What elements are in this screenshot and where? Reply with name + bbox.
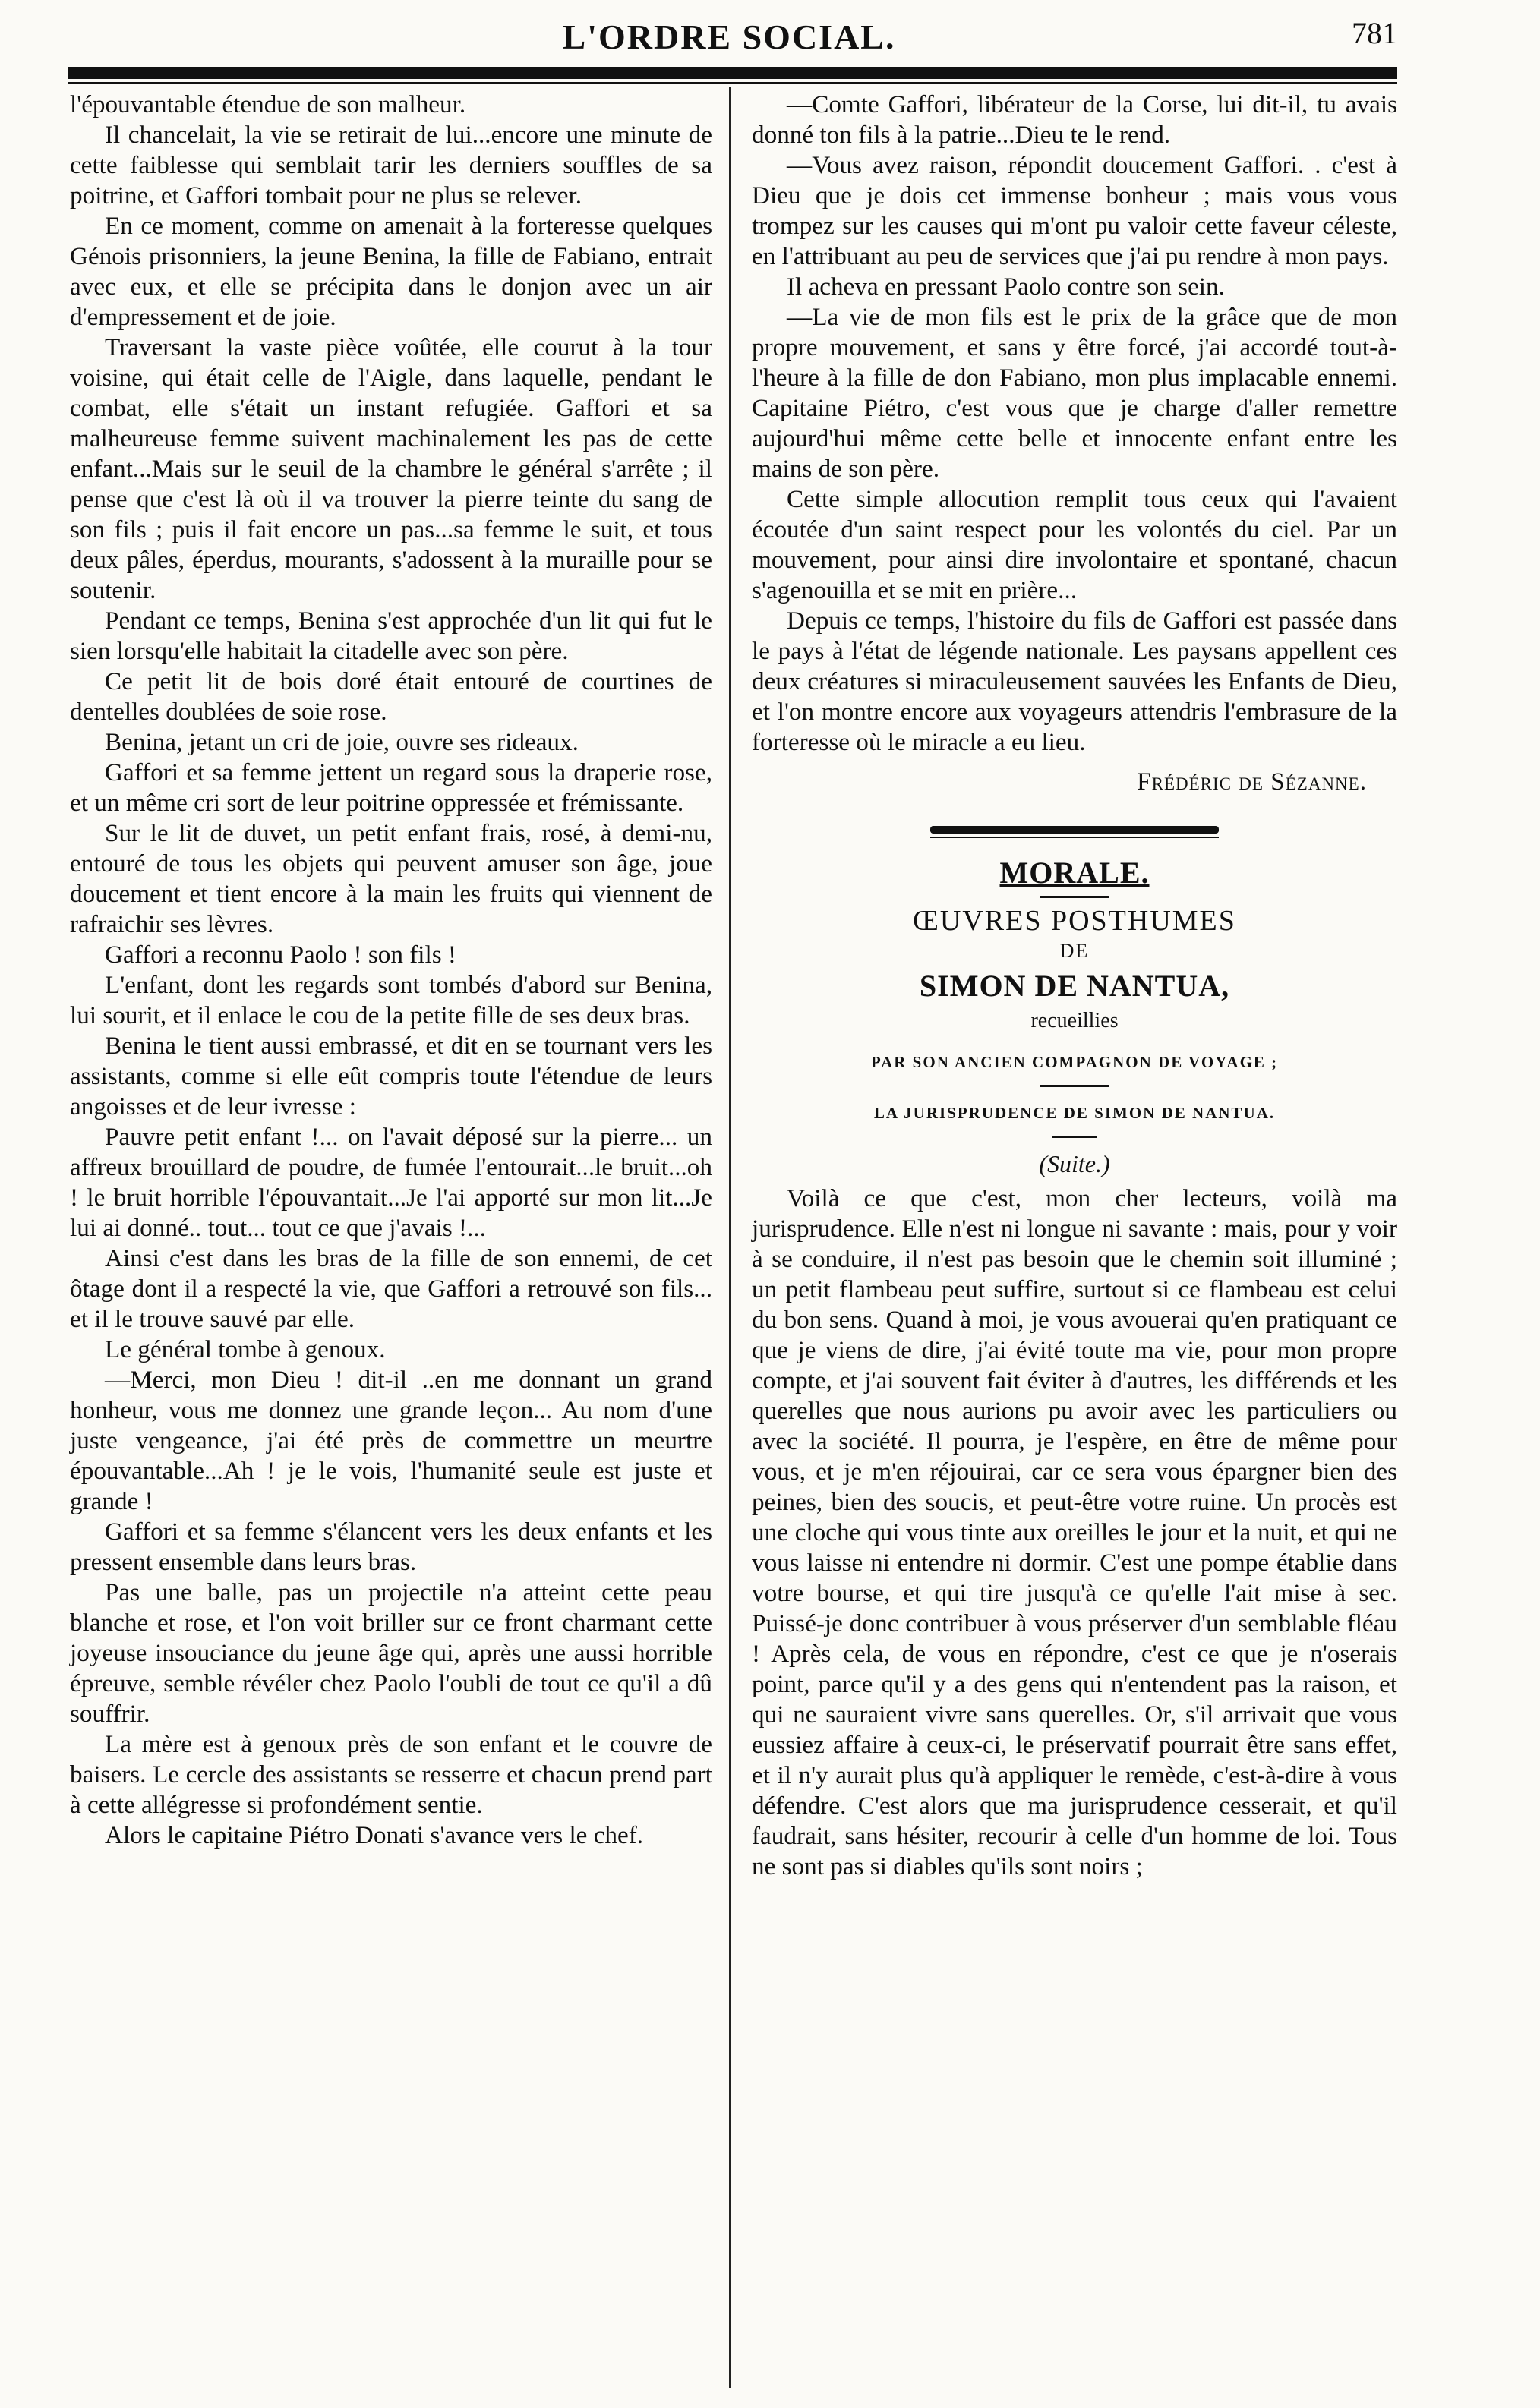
paragraph: Sur le lit de duvet, un petit enfant frais, rosé, à demi-nu, entouré de tous les objets qui peuvent amuser son âge, joue doucement et tient encore à la main les fruits qui viennent de rafraichir ses lèvres. (70, 819, 712, 938)
paragraph: Traversant la vaste pièce voûtée, elle courut à la tour voisine, qui était celle de l'Aigle, dans laquelle, pendant le combat, elle s'était un instant refugiée. Gaffori et sa malheureuse femme suivent machinalement les pas de cette enfant...Mais sur le seuil de la chambre le général s'arrête ; il pense que c'est là où il va trouver la pierre teinte du sang de son fils ; puis il fait encore un pas...sa femme le suit, et tous deux pâles, éperdus, mourants, s'adossent à la muraille pour se soutenir. (70, 333, 712, 604)
left-column (70, 90, 712, 1851)
paragraph: Il acheva en pressant Paolo contre son sein. (787, 273, 1225, 301)
header-rule-thick (68, 67, 1397, 79)
paragraph: Benina, jetant un cri de joie, ouvre ses rideaux. (105, 728, 579, 756)
section-divider (930, 826, 1219, 834)
paragraph: La mère est à genoux près de son enfant et le couvre de baisers. Le cercle des assistants se resserre et chacun prend part à cette allégresse si profondément sentie. (70, 1730, 712, 1819)
author-signature: Frédéric de Sézanne. (1137, 767, 1367, 796)
journal-title: L'ORDRE SOCIAL. (562, 17, 896, 56)
paragraph: Gaffori a reconnu Paolo ! son fils ! (105, 941, 456, 969)
paragraph: L'enfant, dont les regards sont tombés d'abord sur Benina, lui sourit, et il enlace le cou de la petite fille de ses deux bras. (70, 971, 712, 1029)
paragraph: Benina le tient aussi embrassé, et dit en se tournant vers les assistants, comme si elle eût compris toute l'étendue de leurs angoisses et de leur ivresse : (70, 1032, 712, 1120)
paragraph: Cette simple allocution remplit tous ceux qui l'avaient écoutée d'un saint respect pour les volontés du ciel. Par un mouvement, pour ainsi dire involontaire et spontané, chacun s'agenouilla et se mit en prière... (752, 485, 1397, 604)
paragraph: —Vous avez raison, répondit doucement Gaffori. . c'est à Dieu que je dois cet immense bonheur ; mais vous vous trompez sur les causes qui m'ont pu valoir cette faveur céleste, en l'attribuant au peu de services que j'ai pu rendre à mon pays. (752, 151, 1397, 270)
paragraph: Le général tombe à genoux. (105, 1335, 386, 1363)
page-header (61, 11, 1397, 64)
header-rule-thin (68, 82, 1397, 84)
paragraph: l'épouvantable étendue de son malheur. (70, 90, 466, 118)
column-divider (729, 87, 731, 2388)
paragraph: —Comte Gaffori, libérateur de la Corse, lui dit-il, tu avais donné ton fils à la patrie...Dieu te le rend. (752, 90, 1397, 149)
suite-label: (Suite.) (1039, 1150, 1110, 1177)
work-title-de: DE (1059, 940, 1090, 962)
work-subtitle: LA JURISPRUDENCE DE SIMON DE NANTUA. (873, 1104, 1276, 1122)
body-paragraph: Voilà ce que c'est, mon cher lecteurs, voilà ma jurisprudence. Elle n'est ni longue ni savante : mais, pour y voir à se conduire, il n'est pas besoin que le chemin soit illuminé ; un petit flambeau peut suffire, surtout si ce flambeau est celui du bon sens. Quand à moi, je vous avouerai qu'en pratiquant ce que je viens de dire, j'ai évité toute ma vie, pour mon propre compte, et j'ai souvent fait éviter à d'autres, les différends et les querelles que nous aurions pu avoir avec les particuliers ou avec la société. Il pourra, je l'espère, en être de même pour vous, et je m'en réjouirai, car ce sera vous épargner bien des peines, bien des soucis, et peut-être votre ruine. Un procès est une cloche qui vous tinte aux oreilles le jour et la nuit, et qui ne vous laisse ni entendre ni dormir. C'est une pompe établie dans votre bourse, et qui tire jusqu'à ce qu'elle l'ait mise à sec. Puissé-je donc contribuer à vous préserver d'un semblable fléau ! Après cela, de vous en répondre, c'est ce que je n'oserais point, parce qu'il y a des gens qui n'entendent pas la raison, et qui ne sauraient vivre sans querelles. Or, s'il arrivait que vous eussiez affaire à ceux-ci, le préservatif pourrait être sans effet, et il n'y aurait plus qu'à appliquer le remède, c'est-à-dire à vous défendre. C'est alors que ma jurisprudence cesserait, et qu'il faudrait, sans hésiter, recourir à celle d'un homme de loi. Tous ne sont pas si diables qu'ils sont noirs ; (752, 1184, 1397, 1880)
title-rule (1040, 896, 1109, 898)
section-divider-thin (930, 837, 1219, 838)
page-number: 781 (1352, 16, 1397, 50)
paragraph: Pas une balle, pas un projectile n'a atteint cette peau blanche et rose, et l'on voit briller sur ce front charmant cette joyeuse insouciance du jeune âge qui, après une aussi horrible épreuve, semble révéler chez Paolo l'oubli de tout ce qu'il a dû souffrir. (70, 1578, 712, 1728)
paragraph: Pauvre petit enfant !... on l'avait déposé sur la pierre... un affreux brouillard de poudre, de fumée l'entourait...le bruit...oh ! le bruit horrible l'épouvantait...Je l'ai apporté sur mon lit...Je lui ai donné.. tout... tout ce que j'avais !... (70, 1123, 712, 1242)
paragraph: Gaffori et sa femme s'élancent vers les deux enfants et les pressent ensemble dans leurs bras. (70, 1518, 712, 1576)
right-column (752, 90, 1397, 1882)
paragraph: —Merci, mon Dieu ! dit-il ..en me donnant un grand honheur, vous me donnez une grande leçon... Au nom d'une juste vengeance, j'ai été près de commettre un meurtre épouvantable...Ah ! je le vois, l'humanité seule est juste et grande ! (70, 1366, 712, 1515)
paragraph: Ce petit lit de bois doré était entouré de courtines de dentelles doublées de soie rose. (70, 667, 712, 726)
paragraph: Gaffori et sa femme jettent un regard sous la draperie rose, et un même cri sort de leur poitrine oppressée et frémissante. (70, 758, 712, 817)
subtitle-rule (1040, 1085, 1109, 1087)
work-recueillies: recueillies (1030, 1009, 1119, 1032)
paragraph: Il chancelait, la vie se retirait de lui...encore une minute de cette faiblesse qui semblait tarir les derniers souffles de sa poitrine, et Gaffori tombait pour ne plus se relever. (70, 121, 712, 210)
work-title: ŒUVRES POSTHUMES (913, 905, 1236, 937)
suite-rule (1052, 1136, 1097, 1138)
section-title: MORALE. (999, 856, 1150, 890)
paragraph: Ainsi c'est dans les bras de la fille de son ennemi, de cet ôtage dont il a respecté la vie, que Gaffori a retrouvé son fils... et il le trouve sauvé par elle. (70, 1244, 712, 1333)
paragraph: Alors le capitaine Piétro Donati s'avance vers le chef. (105, 1821, 644, 1849)
paragraph: Depuis ce temps, l'histoire du fils de Gaffori est passée dans le pays à l'état de légende nationale. Les paysans appellent ces deux créatures si miraculeusement sauvées les Enfants de Dieu, et l'on montre encore aux voyageurs attendris l'embrasure de la forteresse où le miracle a eu lieu. (752, 607, 1397, 756)
work-author: SIMON DE NANTUA, (919, 969, 1230, 1003)
paragraph: —La vie de mon fils est le prix de la grâce que de mon propre mouvement, et sans y être forcé, j'ai accordé tout-à-l'heure à la fille de don Fabiano, mon plus implacable ennemi. Capitaine Piétro, c'est vous que je charge d'aller remettre aujourd'hui même cette belle et innocente enfant entre les mains de son père. (752, 303, 1397, 483)
paragraph: En ce moment, comme on amenait à la forteresse quelques Génois prisonniers, la jeune Benina, la fille de Fabiano, entrait avec eux, et elle se précipita dans le donjon avec un air d'empressement et de joie. (70, 212, 712, 331)
work-by-line: PAR SON ANCIEN COMPAGNON DE VOYAGE ; (870, 1053, 1279, 1071)
paragraph: Pendant ce temps, Benina s'est approchée d'un lit qui fut le sien lorsqu'elle habitait la citadelle avec son père. (70, 607, 712, 665)
